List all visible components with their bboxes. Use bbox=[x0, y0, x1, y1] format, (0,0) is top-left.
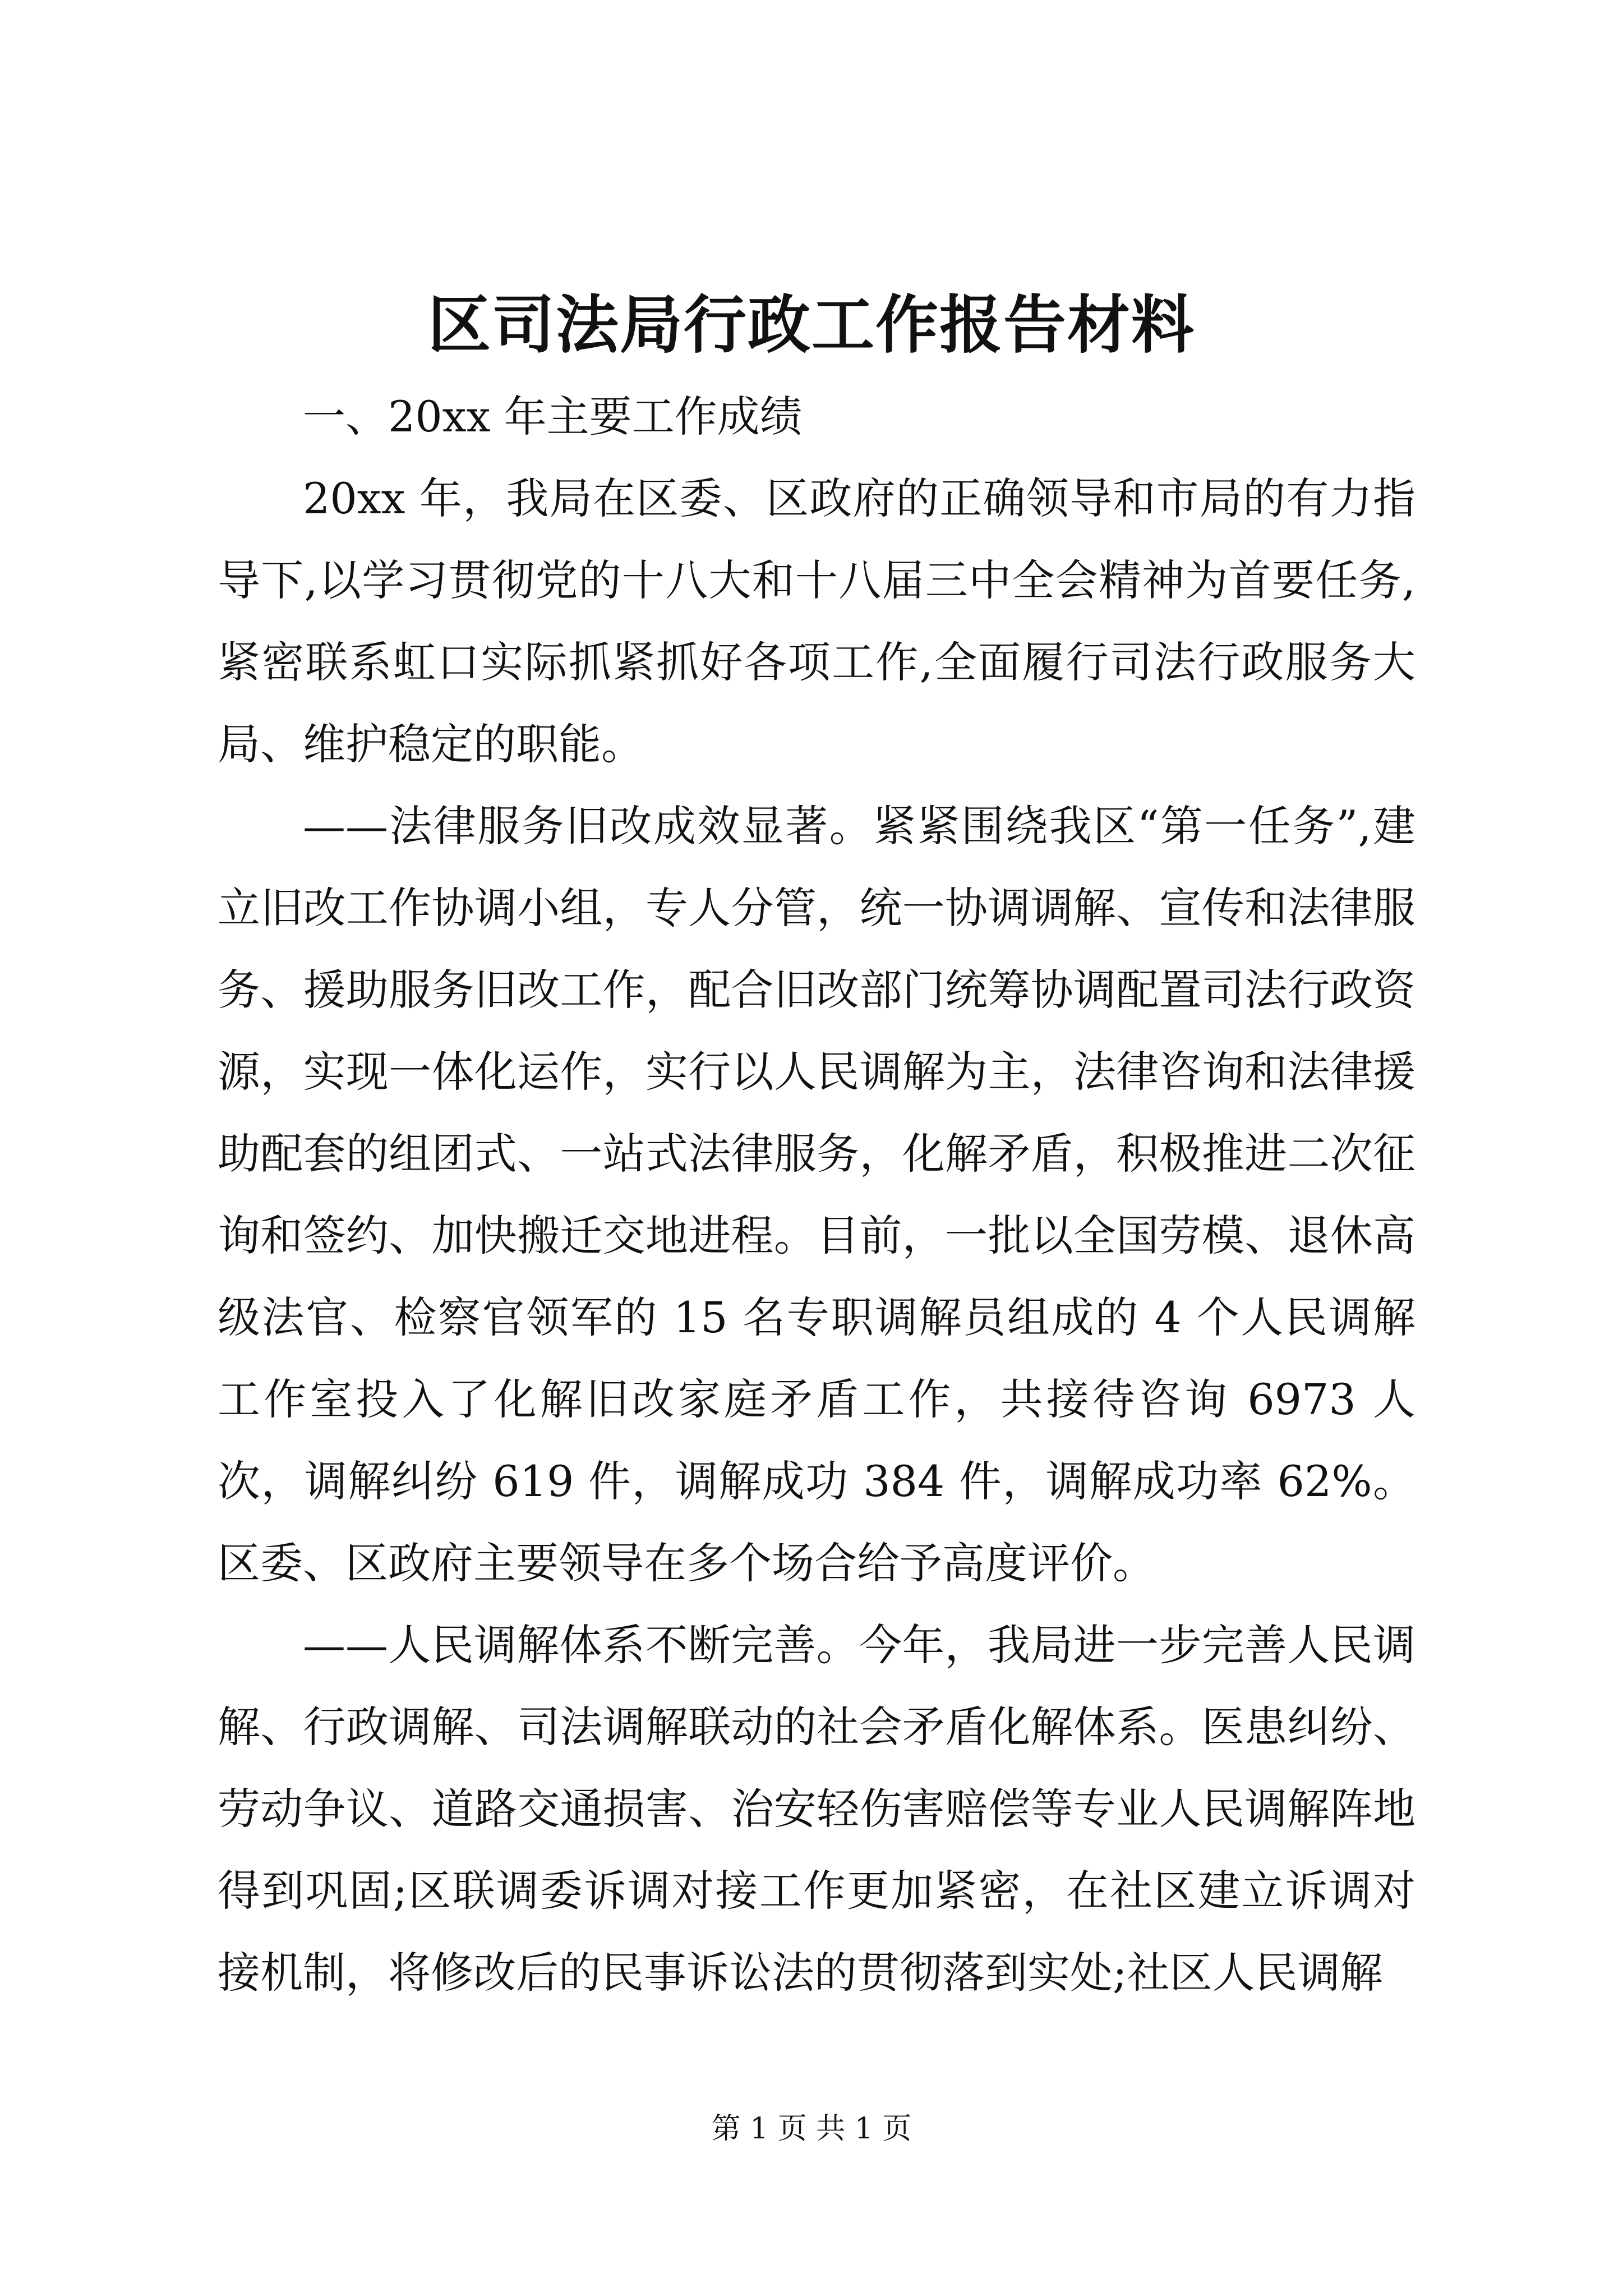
paragraph-legal-services: ——法律服务旧改成效显著。紧紧围绕我区“第一任务”,建立旧改工作协调小组，专人分管，统一协调调解、宣传和法律服务、援助服务旧改工作，配合旧改部门统筹协调配置司法行政资源，实现一体化运作，实行以人民调解为主，法律咨询和法律援助配套的组团式、一站式法律服务，化解矛盾，积极推进二次征询和签约、加快搬迁交地进程。目前，一批以全国劳模、退休高级法官、检察官领军的 15 名专职调解员组成的 4 个人民调解工作室投入了化解旧改家庭矛盾工作，共接待咨询 6973 人次，调解纠纷 619 件，调解成功 384 件，调解成功率 62%。区委、区政府主要领导在多个场合给予高度评价。 bbox=[218, 801, 1415, 1588]
paragraph-intro: 20xx 年，我局在区委、区政府的正确领导和市局的有力指导下,以学习贯彻党的十八大和十八届三中全会精神为首要任务,紧密联系虹口实际抓紧抓好各项工作,全面履行司法行政服务大局、维护稳定的职能。 bbox=[218, 473, 1415, 769]
paragraph-mediation-system: ——人民调解体系不断完善。今年，我局进一步完善人民调解、行政调解、司法调解联动的社会矛盾化解体系。医患纠纷、劳动争议、道路交通损害、治安轻伤害赔偿等专业人民调解阵地得到巩固;区联调委诉调对接工作更加紧密，在社区建立诉调对接机制，将修改后的民事诉讼法的贯彻落到实处;社区人民调解 bbox=[218, 1620, 1415, 1998]
document-body bbox=[218, 376, 1415, 2014]
section-heading: 一、20xx 年主要工作成绩 bbox=[303, 392, 803, 441]
page-footer: 第 1 页 共 1 页 bbox=[711, 2112, 912, 2146]
document-title: 区司法局行政工作报告材料 bbox=[428, 288, 1195, 362]
